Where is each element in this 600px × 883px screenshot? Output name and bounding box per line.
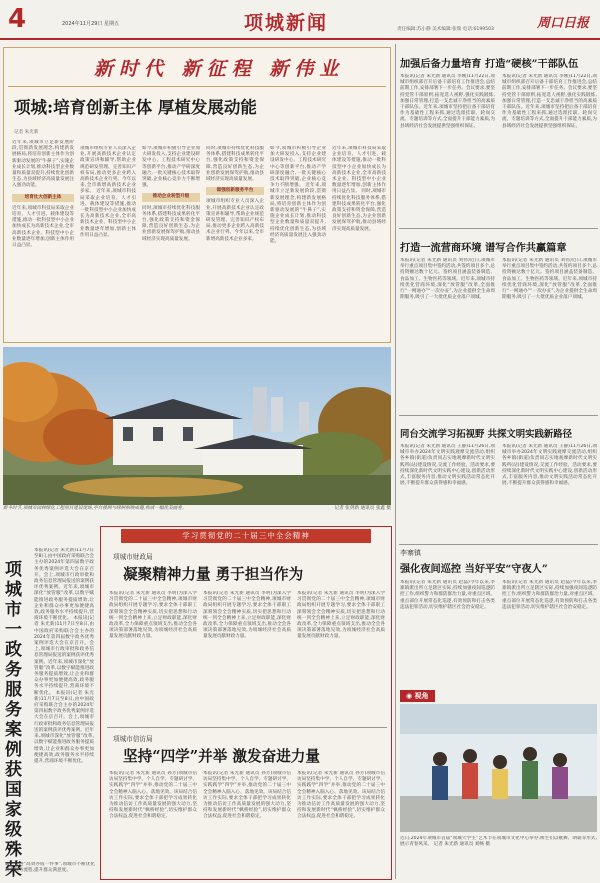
lead-subhead-3: 做强创新服务平台 [206, 187, 264, 195]
lead-col-4 [206, 146, 264, 340]
shijiao-credit: 记者 朱光新 通讯员 刘畅 摄 [433, 842, 491, 848]
plenary-2-col-c [297, 771, 385, 877]
story4-body-cont: 本报讯(记者 朱光新 通讯员 赵磊)今年以来,李寨镇派出所立足辖区实际,持续加强夜间巡逻防控工作,组织警力和群防群治力量,对重点区域、重点部位开展常态化巡逻,有效预防和打击各类违法犯罪活动,切实维护辖区社会治安稳定。 [502, 580, 597, 610]
vertical-body-repeat: 本报讯(记者 朱光新)11月7日至8日,由中国政府采购联合会主办的2024年第四届数字政务优秀案例评选大会在京召开。会上,项城市行政审批和政务信息管理局报送的案例获评优秀案例。近年来,项城市深化“放管服”改革,以数字赋能推进政务服务提质增效,让企业和群众办事更加便捷高效,政务服务水平持续提升,营商环境不断优化。 [34, 616, 94, 696]
plenary-2-body-cont: 本报讯(记者 朱光新 通讯员 孙芳)项城市信访局坚持集中学、个人自学、专题研讨学、实践践学“四学”并举,推动党的二十届三中全会精神入脑入心、落地见效。该局结合信访工作实际,要求全体干部把学习成果转化为推动信访工作高质量发展的强大动力,坚持和发展新时代“枫桥经验”,切实维护群众合法权益,促进社会和谐稳定。 [203, 771, 291, 820]
kicker-1: 项城市财政局 [113, 553, 153, 561]
story1-body: 本报讯(记者 朱光新 通讯员 李刚)11月22日,项城市组织部召开后备干部培育工作推进会,总结前期工作,安排部署下一步任务。会议要求,要坚持党管干部原则,拓宽选人视野,强化实践锻炼,加强日常管理,打造一支忠诚干净担当的高素质干部队伍。近年来,项城市坚持把后备干部培育作为基础性工程来抓,通过选派挂职、轮岗交流、专题培训等方式,全面提升干部能力素质,为县域经济社会发展提供坚强组织保证。 [400, 74, 495, 129]
story2-col-a [400, 258, 495, 408]
section-title: 项城新闻 [244, 12, 329, 34]
lead-body-5c: 同时,项城市持续优化科技服务体系,搭建科技成果转化平台,强化政策支持和资金保障,营造良好创新生态,为企业创新发展保驾护航,推动县域经济实现高质量发展。 [332, 189, 386, 232]
lead-subhead-1: 培育壮大创新主体 [12, 194, 74, 202]
lead-story-block [3, 47, 391, 343]
garden-photo [3, 347, 391, 505]
plenary-2-col-b [203, 771, 291, 877]
shijiao-caption-text: 近日,2024年项城市首届“项城大学生”艺术节在项城市文化中心举办,师生们以歌舞、朗诵等形式,展示青春风采。 [400, 836, 597, 848]
page-number: 4 [8, 4, 27, 34]
vertical-body-a [34, 548, 94, 858]
editor-line: 责任编辑:苏小静 美术编辑:张瑞 电话:6199503 [397, 27, 494, 32]
plenary-divider [107, 727, 387, 728]
story2-body: 本报讯(记者 朱光新 通讯员 刘伟)近日,项城市举行重点项目集中签约活动,共签约项目多个,总投资额达数十亿元。签约项目涵盖装备制造、食品加工、生物医药等领域。近年来,项城市持续优化营商环境,深化“放管服”改革,全面推行“一网通办”“一次办妥”,为企业提供全生命周期服务,吸引了一大批优质企业落户项城。 [400, 258, 495, 301]
shijiao-label-text: 视角 [414, 691, 429, 700]
lead-intro: 近年来,项城市立足新发展阶段,贯彻新发展理念,构建新发展格局,将培育创新主体作为创新驱动发展的“牛鼻子”,实施企业成长计划,推动科技型企业数量和质量双提升,持续优化创新生态,为县域经济高质量发展注入强劲动能。 [12, 140, 74, 189]
shijiao-label [400, 690, 435, 702]
banner-slogan: 新时代 新征程 新伟业 [94, 58, 345, 80]
plenary-2-body: 本报讯(记者 朱光新 通讯员 孙芳)项城市信访局坚持集中学、个人自学、专题研讨学、实践践学“四学”并举,推动党的二十届三中全会精神入脑入心、落地见效。该局结合信访工作实际,要求全体干部把学习成果转化为推动信访工作高质量发展的强大动力,坚持和发展新时代“枫桥经验”,切实维护群众合法权益,促进社会和谐稳定。 [109, 771, 197, 820]
shijiao-caption [400, 836, 597, 876]
masthead-rule [0, 38, 600, 40]
story3-col-b [502, 444, 597, 538]
lead-photo [3, 347, 391, 505]
lead-body-5: 同时,项城市持续优化科技服务体系,搭建科技成果转化平台,强化政策支持和资金保障,营造良好创新生态,为企业创新发展保驾护航,推动县域经济实现高质量发展。 [142, 205, 200, 242]
story1-body-cont: 本报讯(记者 朱光新 通讯员 李刚)11月22日,项城市组织部召开后备干部培育工作推进会,总结前期工作,安排部署下一步任务。会议要求,要坚持党管干部原则,拓宽选人视野,强化实践锻炼,加强日常管理,打造一支忠诚干净担当的高素质干部队伍。近年来,项城市坚持把后备干部培育作为基础性工程来抓,通过选派挂职、轮岗交流、专题培训等方式,全面提升干部能力素质,为县域经济社会发展提供坚强组织保证。 [502, 74, 597, 129]
plenary-title-bar [121, 529, 371, 543]
lead-byline: 记者 朱光新 [14, 130, 39, 135]
plenary-1-col-b [203, 591, 291, 723]
lead-body-4b: 如今,项城市积极引导企业加大研发投入,支持企业建设研发中心、工程技术研究中心等创新平台,推动产学研深度融合,一批关键核心技术取得突破,企业核心竞争力不断增强。 [270, 146, 326, 189]
plenary-headline-2: 坚持“四学”并举 激发奋进力量 [123, 748, 320, 765]
eye-icon: ◉ [406, 691, 413, 700]
vertical-body-bottom-col [5, 862, 95, 880]
paper-name: 周口日报 [537, 16, 590, 31]
plenary-1-body-cont: 本报讯(记者 朱光新 通讯员 李明)为深入学习贯彻党的二十届三中全会精神,项城市财政局组织开展专题学习,要求全体干部职工深刻领会全会精神实质,切实把思想和行动统一到全会精神上来,立足财政职能,深化财政改革,全力保障重点领域支出,推动全会各项决策部署落地见效,为项城经济社会高质量发展贡献财政力量。 [203, 591, 291, 640]
story1-rule [399, 228, 598, 229]
story2-col-b [502, 258, 597, 408]
story4-body: 本报讯(记者 朱光新 通讯员 赵磊)今年以来,李寨镇派出所立足辖区实际,持续加强夜间巡逻防控工作,组织警力和群防群治力量,对重点区域、重点部位开展常态化巡逻,有效预防和打击各类违法犯罪活动,切实维护辖区社会治安稳定。 [400, 580, 495, 610]
lead-subhead-2: 推动企业转型升级 [142, 193, 200, 201]
lead-body-2b: 近年来,项城市科技局采取企业培育、人才引进、载体建设等措施,推动一批科技型中小企业加快成长为高新技术企业,全市高新技术企业、科技型中小企业数量逐年增加,创新主体作用日益凸显。 [80, 189, 136, 238]
lead-body-1b: 近年来,项城市立足新发展阶段,贯彻新发展理念,构建新发展格局,将培育创新主体作为创新驱动发展的“牛鼻子”,实施企业成长计划,推动科技型企业数量和质量双提升,持续优化创新生态,为县域经济高质量发展注入强劲动能。 [270, 183, 326, 245]
lead-body-2c: 近年来,项城市科技局采取企业培育、人才引进、载体建设等措施,推动一批科技型中小企业加快成长为高新技术企业,全市高新技术企业、科技型中小企业数量逐年增加,创新主体作用日益凸显。 [332, 146, 386, 195]
story2-body-cont: 本报讯(记者 朱光新 通讯员 刘伟)近日,项城市举行重点项目集中签约活动,共签约项目多个,总投资额达数十亿元。签约项目涵盖装备制造、食品加工、生物医药等领域。近年来,项城市持续优化营商环境,深化“放管服”改革,全面推行“一网通办”“一次办妥”,为企业提供全生命周期服务,吸引了一大批优质企业落户项城。 [502, 258, 597, 301]
plenary-1-col-c [297, 591, 385, 723]
story4-kicker: 李寨镇 [400, 549, 421, 557]
date-line: 2024年11月29日 星期五 [62, 21, 120, 27]
lead-body-5b: 同时,项城市持续优化科技服务体系,搭建科技成果转化平台,强化政策支持和资金保障,营造良好创新生态,为企业创新发展保驾护航,推动县域经济实现高质量发展。 [206, 146, 264, 183]
story4-col-b [502, 580, 597, 685]
plenary-2-col-a [109, 771, 197, 877]
story1-col-b [502, 74, 597, 224]
shijiao-photo [400, 704, 597, 832]
lead-body-4: 如今,项城市积极引导企业加大研发投入,支持企业建设研发中心、工程技术研究中心等创新平台,推动产学研深度融合,一批关键核心技术取得突破,企业核心竞争力不断增强。 [142, 146, 200, 189]
plenary-title: 学习贯彻党的二十届三中全会精神 [182, 531, 310, 540]
plenary-1-body: 本报讯(记者 朱光新 通讯员 李明)为深入学习贯彻党的二十届三中全会精神,项城市财政局组织开展专题学习,要求全体干部职工深刻领会全会精神实质,切实把思想和行动统一到全会精神上来,立足财政职能,深化财政改革,全力保障重点领域支出,推动全会各项决策部署落地见效,为项城经济社会高质量发展贡献财政力量。 [109, 591, 197, 640]
vertical-headline: 项城市一政务服务案例获国家级殊荣 [5, 560, 22, 880]
vertical-body: 本报讯(记者 朱光新)11月7日至8日,由中国政府采购联合会主办的2024年第四届数字政务优秀案例评选大会在京召开。会上,项城市行政审批和政务信息管理局报送的案例获评优秀案例。近年来,项城市深化“放管服”改革,以数字赋能推进政务服务提质增效,让企业和群众办事更加便捷高效,政务服务水平持续提升,营商环境不断优化。 [34, 548, 94, 622]
banner-rule [8, 86, 386, 87]
story3-body-cont: 本报讯(记者 朱光新 通讯员 王静)11月26日,项城市举办2024年文明实践观摩交流活动,组织各乡镇(街道)负责同志实地观摩新时代文明实践所(站)建设情况,交流工作经验。活动要求,要持续深化新时代文明实践中心建设,创新活动形式,丰富服务内容,推动文明实践活动常态化开展,不断提升群众获得感和幸福感。 [502, 444, 597, 487]
lead-headline: 项城:培育创新主体 厚植发展动能 [14, 98, 257, 117]
plenary-2-body-cont2: 本报讯(记者 朱光新 通讯员 孙芳)项城市信访局坚持集中学、个人自学、专题研讨学、实践践学“四学”并举,推动党的二十届三中全会精神入脑入心、落地见效。该局结合信访工作实际,要求全体干部把学习成果转化为推动信访工作高质量发展的强大动力,坚持和发展新时代“枫桥经验”,切实维护群众合法权益,促进社会和谐稳定。 [297, 771, 385, 820]
story3-body: 本报讯(记者 朱光新 通讯员 王静)11月26日,项城市举办2024年文明实践观摩交流活动,组织各乡镇(街道)负责同志实地观摩新时代文明实践所(站)建设情况,交流工作经验。活动要求,要持续深化新时代文明实践中心建设,创新活动形式,丰富服务内容,推动文明实践活动常态化开展,不断提升群众获得感和幸福感。 [400, 444, 495, 487]
lead-body-3b: 项城市组织专业人员深入企业,开展高新技术企业认定政策宣讲和辅导,帮助企业规范研发管理、完善知识产权布局,推动更多企业跨入高新技术企业行列。今年以来,全市新增高新技术企业多家。 [206, 199, 264, 242]
story2-headline: 打造一流营商环境 谱写合作共赢篇章 [400, 242, 567, 254]
plenary-1-col-a [109, 591, 197, 723]
vertical-body-repeat2: 本报讯(记者 朱光新)11月7日至8日,由中国政府采购联合会主办的2024年第四届数字政务优秀案例评选大会在京召开。会上,项城市行政审批和政务信息管理局报送的案例获评优秀案例。近年来,项城市深化“放管服”改革,以数字赋能推进政务服务提质增效,让企业和群众办事更加便捷高效,政务服务水平持续提升,营商环境不断优化。 [34, 690, 94, 764]
lead-col-6 [332, 146, 386, 340]
kicker-2: 项城市信访局 [113, 735, 153, 743]
story1-headline: 加强后备力量培育 打造“硬核”干部队伍 [400, 58, 579, 70]
story3-headline: 同台交流学习拓视野 共探文明实践新路径 [400, 429, 573, 440]
story4-headline: 强化夜间巡控 当好平安“守夜人” [400, 563, 548, 575]
lead-col-1 [12, 140, 74, 340]
photo-caption [3, 506, 391, 518]
plenary-box [100, 526, 392, 880]
lead-body-2: 近年来,项城市科技局采取企业培育、人才引进、载体建设等措施,推动一批科技型中小企业加快成长为高新技术企业,全市高新技术企业、科技型中小企业数量逐年增加,创新主体作用日益凸显。 [12, 205, 74, 249]
lead-col-2 [80, 146, 136, 340]
art-festival-photo [400, 704, 597, 832]
right-divider [395, 44, 396, 879]
lead-col-5 [270, 146, 326, 340]
story3-col-a [400, 444, 495, 538]
photo-caption-text: 新冬时节,项城市园林绿化工程项目建设现场,亭台楼阁与绿树相映成趣,构成一幅优美画卷。 [3, 506, 187, 511]
masthead [0, 0, 600, 40]
plenary-headline-1: 凝聚精神力量 勇于担当作为 [123, 566, 304, 583]
photo-credit: 记者 张剑新 通讯员 张鑫 摄 [334, 506, 391, 511]
vertical-body-bottom: 通过推进“高效办成一件事”,项城市不断优化政务服务流程,提升群众满意度。 [5, 862, 95, 874]
lead-body-3: 项城市组织专业人员深入企业,开展高新技术企业认定政策宣讲和辅导,帮助企业规范研发管理、完善知识产权布局,推动更多企业跨入高新技术企业行列。今年以来,全市新增高新技术企业多家。 [80, 146, 136, 195]
story1-col-a [400, 74, 495, 224]
story3-rule [399, 544, 598, 545]
plenary-1-body-cont2: 本报讯(记者 朱光新 通讯员 李明)为深入学习贯彻党的二十届三中全会精神,项城市财政局组织开展专题学习,要求全体干部职工深刻领会全会精神实质,切实把思想和行动统一到全会精神上来,立足财政职能,深化财政改革,全力保障重点领域支出,推动全会各项决策部署落地见效,为项城经济社会高质量发展贡献财政力量。 [297, 591, 385, 640]
lead-col-3 [142, 146, 200, 340]
story4-col-a [400, 580, 495, 685]
story2-rule [399, 415, 598, 416]
